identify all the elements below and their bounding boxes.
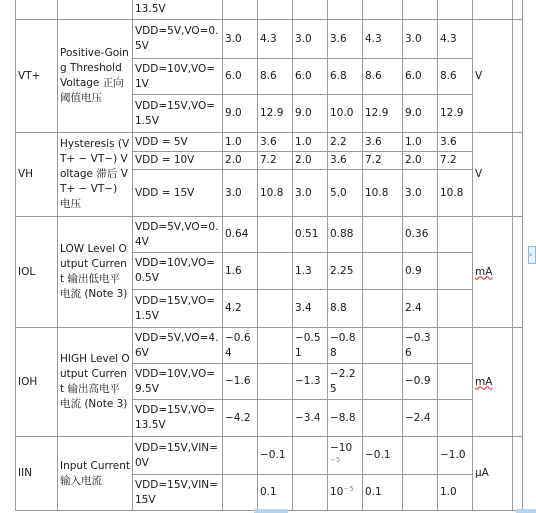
value-cell: 1.0	[438, 475, 473, 511]
table-row	[16, 328, 523, 364]
unit-vtp: V	[473, 20, 513, 133]
value-cell: −8.8	[328, 400, 363, 437]
value-cell: −1.6	[223, 364, 258, 400]
desc-ioh: HIGH Level Output Current 输出高电平电流 (Note 3)	[58, 328, 133, 437]
value-cell: 4.2	[223, 290, 258, 328]
value-cell: 3.0	[403, 20, 438, 59]
value-cell: 3.6	[328, 20, 363, 59]
value-cell	[293, 437, 328, 475]
value-cell: −1.3	[293, 364, 328, 400]
value-cell: −2.25	[328, 364, 363, 400]
value-cell: 2.0	[293, 152, 328, 170]
value-cell: 2.25	[328, 253, 363, 290]
condition-cell: VDD=10V,VO=9.5V	[133, 364, 223, 400]
value-cell: 2.2	[328, 133, 363, 152]
value-cell: 5.0	[328, 170, 363, 217]
value-cell: 3.0	[293, 170, 328, 217]
value-cell: −0.36	[403, 328, 438, 364]
value-cell	[363, 364, 403, 400]
value-cell	[258, 290, 293, 328]
value-cell: 8.6	[438, 59, 473, 95]
desc-vtp: Positive-Going Threshold Voltage 正向阈值电压	[58, 20, 133, 133]
value-cell	[403, 437, 438, 475]
unit-iin: μA	[473, 437, 513, 511]
value-text: 10	[330, 486, 344, 498]
param-ioh: IOH	[16, 328, 58, 437]
value-cell: 7.2	[363, 152, 403, 170]
value-cell	[258, 328, 293, 364]
value-cell: 8.8	[328, 290, 363, 328]
unit-vh: V	[473, 133, 513, 217]
value-cell	[363, 253, 403, 290]
value-cell: 9.0	[223, 95, 258, 133]
condition-cell: VDD=15V,VO=13.5V	[133, 400, 223, 437]
value-cell: 6.8	[328, 59, 363, 95]
condition-cell: VDD=15V,VIN=15V	[133, 475, 223, 511]
value-cell: 2.4	[403, 290, 438, 328]
value-cell: 1.6	[223, 253, 258, 290]
value-cell: 2.0	[223, 152, 258, 170]
unit-ioh: mA	[475, 375, 493, 388]
value-cell: −2.4	[403, 400, 438, 437]
unit-iol: mA	[475, 265, 493, 278]
value-cell: 3.6	[258, 133, 293, 152]
value-cell: 7.2	[258, 152, 293, 170]
value-cell: 4.3	[363, 20, 403, 59]
desc-vh: Hysteresis (VT+ − VT−) Voltage 滞后 VT+ − VT−) 电压	[58, 133, 133, 217]
value-cell: −1.0	[438, 437, 473, 475]
param-vh: VH	[16, 133, 58, 217]
value-cell: 6.0	[293, 59, 328, 95]
scrollbar-segment[interactable]	[516, 509, 536, 513]
value-cell: 12.9	[363, 95, 403, 133]
value-cell	[363, 400, 403, 437]
param-iin: IIN	[16, 437, 58, 511]
value-cell	[328, 475, 363, 511]
value-cell: 0.9	[403, 253, 438, 290]
condition-cell: VDD = 5V	[133, 133, 223, 152]
value-cell: −0.1	[363, 437, 403, 475]
value-cell: 3.0	[223, 20, 258, 59]
value-cell: 7.2	[438, 152, 473, 170]
condition-cell: VDD = 15V	[133, 170, 223, 217]
condition-cell: VDD=5V,VO=0.4V	[133, 217, 223, 253]
value-cell: 6.0	[403, 59, 438, 95]
value-cell: −0.9	[403, 364, 438, 400]
value-cell: 10.8	[363, 170, 403, 217]
value-cell: 3.4	[293, 290, 328, 328]
condition-cell: VDD=5V,VO=0.5V	[133, 20, 223, 59]
value-cell: 1.3	[293, 253, 328, 290]
value-cell: 12.9	[258, 95, 293, 133]
value-cell	[258, 364, 293, 400]
value-cell	[223, 475, 258, 511]
value-cell: 0.51	[293, 217, 328, 253]
value-text: −10	[330, 441, 353, 454]
value-cell: −0.51	[293, 328, 328, 364]
table-row	[16, 20, 523, 59]
table-row	[16, 217, 523, 253]
value-cell: −0.88	[328, 328, 363, 364]
condition-cell: VDD=5V,VO=4.6V	[133, 328, 223, 364]
value-cell	[438, 400, 473, 437]
value-cell: 3.0	[223, 170, 258, 217]
value-cell	[363, 217, 403, 253]
arrow-right-icon: ›	[529, 250, 533, 259]
desc-iin: Input Current 输入电流	[58, 437, 133, 511]
value-cell: −4.2	[223, 400, 258, 437]
value-cell: 3.6	[363, 133, 403, 152]
value-cell: 8.6	[363, 59, 403, 95]
value-cell: 1.0	[403, 133, 438, 152]
value-cell	[223, 437, 258, 475]
value-cell: 1.0	[293, 133, 328, 152]
value-cell: 3.0	[293, 20, 328, 59]
table-row	[16, 0, 523, 20]
value-cell: 10.0	[328, 95, 363, 133]
resize-handle[interactable]	[528, 246, 536, 264]
value-cell	[328, 437, 363, 475]
condition-cell: VDD=10V,VO=0.5V	[133, 253, 223, 290]
value-cell	[403, 475, 438, 511]
value-cell	[363, 290, 403, 328]
table-row	[16, 133, 523, 152]
value-cell: −0.1	[258, 437, 293, 475]
condition-cell: VDD=15V,VIN=0V	[133, 437, 223, 475]
value-cell: 3.6	[328, 152, 363, 170]
condition-cell: VDD = 10V	[133, 152, 223, 170]
value-cell: 10.8	[438, 170, 473, 217]
value-cell: 6.0	[223, 59, 258, 95]
value-cell: 0.36	[403, 217, 438, 253]
value-cell: 4.3	[438, 20, 473, 59]
value-cell	[258, 253, 293, 290]
value-cell: 3.6	[438, 133, 473, 152]
condition-cell: VDD=15V,VO=1.5V	[133, 290, 223, 328]
value-cell: 0.88	[328, 217, 363, 253]
value-cell: 12.9	[438, 95, 473, 133]
value-cell: 1.0	[223, 133, 258, 152]
value-cell	[438, 253, 473, 290]
param-iol: IOL	[16, 217, 58, 328]
value-cell	[438, 364, 473, 400]
value-cell: 0.64	[223, 217, 258, 253]
value-cell: 2.0	[403, 152, 438, 170]
value-cell: 8.6	[258, 59, 293, 95]
table-row	[16, 437, 523, 475]
condition-cell: VDD=15V,VO=1.5V	[133, 95, 223, 133]
value-cell: 4.3	[258, 20, 293, 59]
exponent-text: −5	[343, 485, 354, 493]
value-cell: 0.1	[258, 475, 293, 511]
condition-cell: VDD=10V,VO=1V	[133, 59, 223, 95]
value-cell: 10.8	[258, 170, 293, 217]
value-cell	[438, 328, 473, 364]
value-cell	[258, 217, 293, 253]
electrical-characteristics-table	[15, 0, 523, 511]
value-cell	[363, 328, 403, 364]
value-cell	[438, 217, 473, 253]
desc-iol: LOW Level Output Current 输出低电平电流 (Note 3)	[58, 217, 133, 328]
value-cell: 9.0	[403, 95, 438, 133]
value-cell: 3.0	[403, 170, 438, 217]
value-cell	[438, 290, 473, 328]
value-cell: −0.64	[223, 328, 258, 364]
param-vtp: VT+	[16, 20, 58, 133]
value-cell: −3.4	[293, 400, 328, 437]
condition-cell: 13.5V	[133, 0, 223, 20]
value-cell	[293, 475, 328, 511]
value-cell: 0.1	[363, 475, 403, 511]
exponent-text: −5	[330, 455, 341, 464]
scrollbar-segment[interactable]	[254, 509, 288, 513]
value-cell: 9.0	[293, 95, 328, 133]
value-cell	[258, 400, 293, 437]
